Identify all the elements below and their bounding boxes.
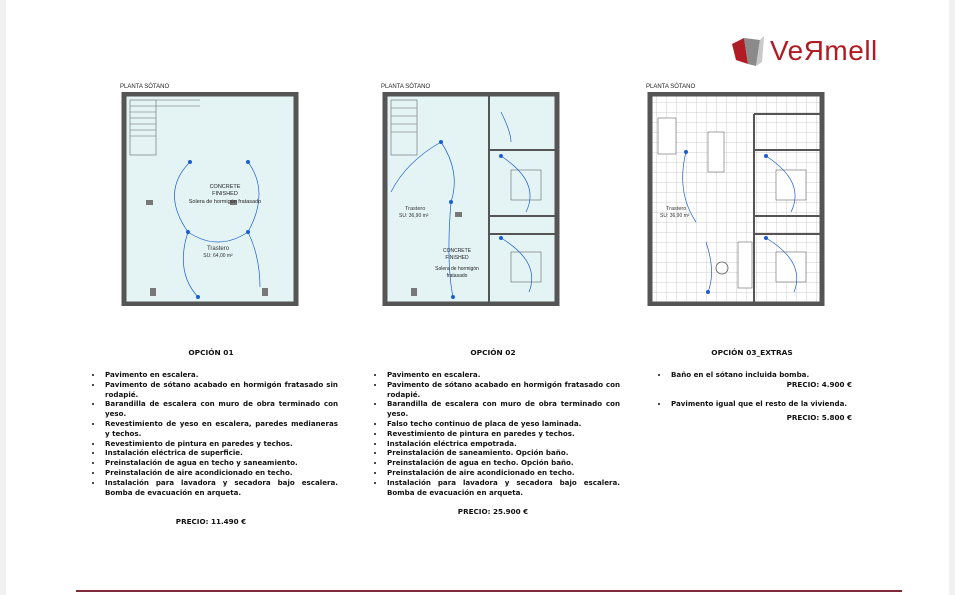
logo-cube-icon	[730, 34, 766, 68]
plan-note: fratasado	[446, 273, 468, 279]
list-item: • Instalación para lavadora y secadora bajo escalera. Bomba de evacuación en arqueta.	[103, 478, 338, 498]
document-page	[6, 0, 949, 595]
plan-label: PLANTA SÓTANO	[381, 84, 431, 90]
plan-note: Trastero	[666, 206, 687, 212]
footer-divider	[76, 590, 902, 592]
plan-note: SU: 36,90 m²	[660, 213, 690, 219]
plan-note: FINISHED	[445, 255, 469, 261]
option-price: PRECIO: 25.900 €	[457, 507, 529, 517]
list-item: • Instalación eléctrica empotrada.	[385, 439, 620, 449]
option-price: PRECIO: 5.800 €	[786, 412, 852, 422]
option-price: PRECIO: 11.490 €	[175, 517, 247, 527]
plan-note: CONCRETE	[209, 184, 241, 190]
list-item: • Preinstalación de agua en techo y saneamiento.	[103, 458, 338, 468]
list-item: • Pavimento de sótano acabado en hormigón fratasado con rodapié.	[385, 380, 620, 400]
option-title: OPCIÓN 03_EXTRAS	[711, 348, 793, 357]
plan-label: PLANTA SÓTANO	[120, 84, 170, 90]
plan-note: Trastero	[206, 246, 230, 252]
option-title: OPCIÓN 01	[188, 348, 234, 357]
list-item: • Pavimento en escalera.	[103, 370, 338, 380]
list-item: • Revestimiento de pintura en paredes y techos.	[385, 429, 620, 439]
plan-note: FINISHED	[212, 191, 238, 197]
list-item: • Falso techo continuo de placa de yeso laminada.	[385, 419, 620, 429]
list-item: • Preinstalación de saneamiento. Opción baño.	[385, 448, 620, 458]
list-item: • Preinstalación de aire acondicionado en techo.	[385, 468, 620, 478]
list-item: • Barandilla de escalera con muro de obra terminado con yeso.	[103, 399, 338, 419]
floor-plan-drawing	[646, 92, 826, 306]
plan-note: SU: 64,00 m²	[203, 253, 233, 259]
list-item: • Revestimiento de yeso en escalera, paredes medianeras y techos.	[103, 419, 338, 439]
option-01-section	[84, 348, 338, 526]
plan-note: Solera de hormigón fratasado	[188, 199, 262, 205]
list-item: • Pavimento de sótano acabado en hormigón fratasado sin rodapié.	[103, 380, 338, 400]
list-item: • Pavimento igual que el resto de la vivienda.	[669, 399, 854, 409]
plan-note: CONCRETE	[442, 248, 472, 254]
option-feature-list	[650, 370, 854, 380]
list-item: • Pavimento en escalera.	[385, 370, 620, 380]
logo-text: VeЯmell	[770, 35, 878, 66]
plan-label: PLANTA SÓTANO	[646, 84, 696, 90]
plan-note: Solera de hormigón	[435, 266, 479, 272]
option-02-section	[366, 348, 620, 516]
floor-plan-drawing	[120, 92, 300, 306]
option-feature-list	[650, 399, 854, 409]
list-item: • Baño en el sótano incluida bomba.	[669, 370, 854, 380]
plan-note: Trastero	[405, 206, 426, 212]
option-feature-list	[84, 370, 338, 497]
option-title: OPCIÓN 02	[470, 348, 516, 357]
floor-plan-2	[381, 84, 561, 306]
floor-plan-drawing	[381, 92, 561, 306]
option-feature-list	[366, 370, 620, 497]
floor-plan-3	[646, 84, 826, 306]
floor-plan-1	[120, 84, 300, 306]
list-item: • Barandilla de escalera con muro de obra terminado con yeso.	[385, 399, 620, 419]
list-item: • Revestimiento de pintura en paredes y techos.	[103, 439, 338, 449]
list-item: • Preinstalación de aire acondicionado en techo.	[103, 468, 338, 478]
plan-note: SU: 36,90 m²	[399, 213, 429, 219]
option-03-section	[650, 348, 854, 422]
list-item: • Instalación para lavadora y secadora bajo escalera. Bomba de evacuación en arqueta.	[385, 478, 620, 498]
list-item: • Instalación eléctrica de superficie.	[103, 448, 338, 458]
list-item: • Preinstalación de agua en techo. Opción baño.	[385, 458, 620, 468]
vermell-logo	[730, 34, 878, 68]
option-price: PRECIO: 4.900 €	[786, 379, 852, 389]
